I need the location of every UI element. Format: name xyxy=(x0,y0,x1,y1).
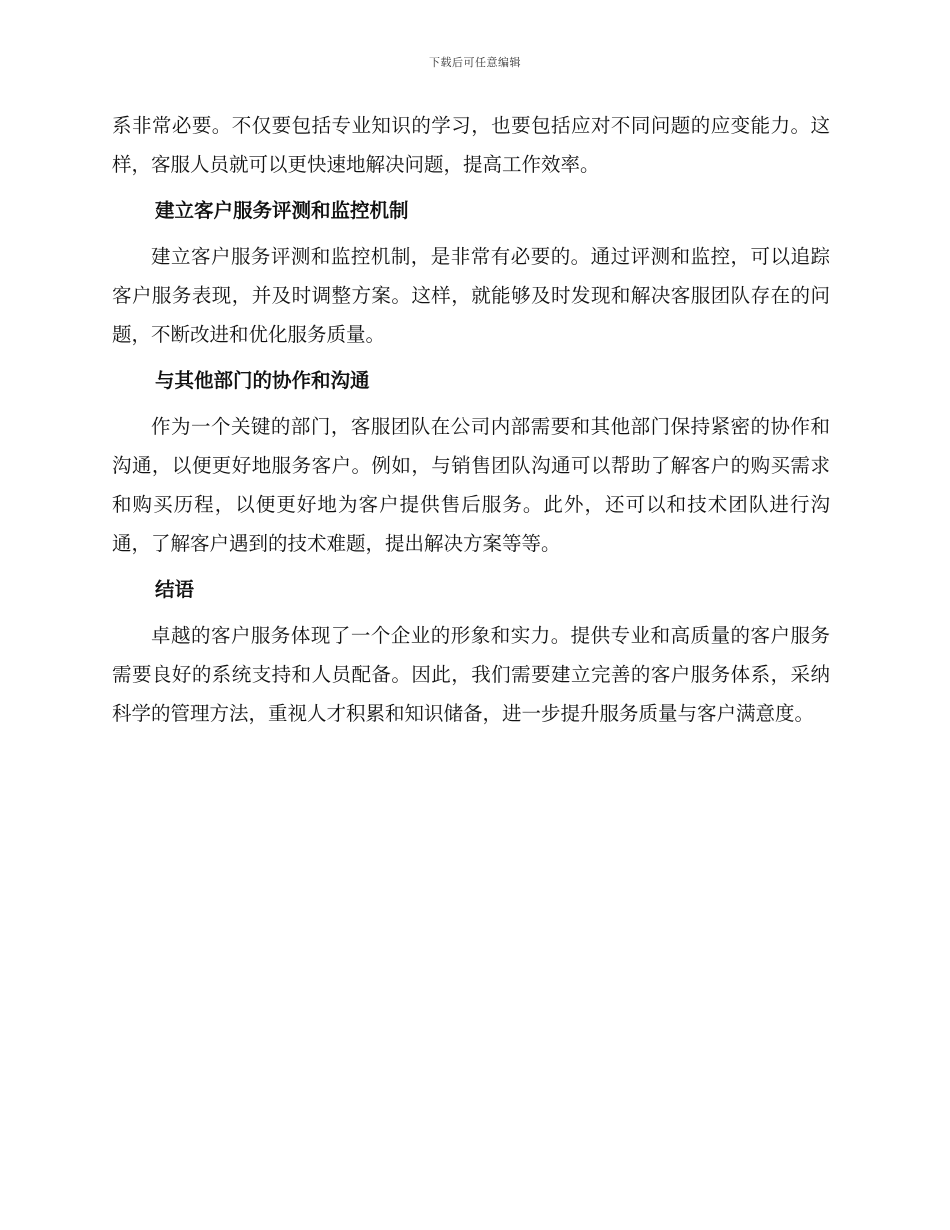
section-heading-evaluation: 建立客户服务评测和监控机制 xyxy=(155,199,409,222)
paragraph-collaboration: 作为一个关键的部门，客服团队在公司内部需要和其他部门保持紧密的协作和沟通，以便更好地服务客户。例如，与销售团队沟通可以帮助了解客户的购买需求和购买历程，以便更好地为客户提供售后服务。此外，还可以和技术团队进行沟通，了解客户遇到的技术难题，提出解决方案等等。 xyxy=(112,415,830,555)
section-heading-conclusion: 结语 xyxy=(155,578,195,601)
paragraph-evaluation: 建立客户服务评测和监控机制，是非常有必要的。通过评测和监控，可以追踪客户服务表现，并及时调整方案。这样，就能够及时发现和解决客服团队存在的问题，不断改进和优化服务质量。 xyxy=(112,245,830,346)
header-note: 下载后可任意编辑 xyxy=(429,56,521,69)
paragraph-continued: 系非常必要。不仅要包括专业知识的学习，也要包括应对不同问题的应变能力。这样，客服人员就可以更快速地解决问题，提高工作效率。 xyxy=(112,114,830,176)
document-body xyxy=(112,106,830,733)
paragraph-conclusion: 卓越的客户服务体现了一个企业的形象和实力。提供专业和高质量的客户服务需要良好的系统支持和人员配备。因此，我们需要建立完善的客户服务体系，采纳科学的管理方法，重视人才积累和知识储备，进一步提升服务质量与客户满意度。 xyxy=(112,624,830,725)
section-heading-collaboration: 与其他部门的协作和沟通 xyxy=(155,369,370,392)
